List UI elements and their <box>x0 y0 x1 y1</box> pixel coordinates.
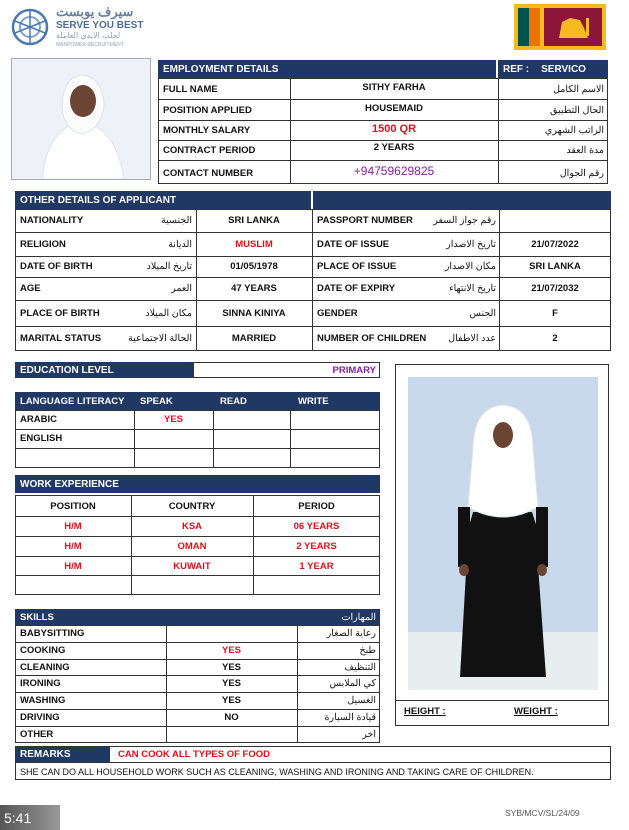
work-period: 06 YEARS <box>293 520 340 532</box>
other-right-ar: رقم جواز السفر <box>433 215 496 226</box>
language-header-write: WRITE <box>298 395 329 407</box>
monthly-salary-label: MONTHLY SALARY <box>163 125 251 136</box>
ref-label: REF : <box>503 63 530 75</box>
other-right-value: 2 <box>552 333 558 344</box>
language-write <box>290 448 380 467</box>
work-experience-title: WORK EXPERIENCE <box>20 478 119 490</box>
full-name-value: SITHY FARHA <box>362 81 426 93</box>
contract-period-ar: مدة العقد <box>566 145 604 156</box>
employment-title: EMPLOYMENT DETAILS <box>163 63 279 75</box>
weight-label: WEIGHT : <box>514 705 558 717</box>
language-read <box>213 410 290 429</box>
skill-name: IRONING <box>20 678 61 689</box>
other-left-value: 01/05/1978 <box>230 261 278 272</box>
logo-arabic-sub: لجلب الايدي العاملة <box>56 31 121 40</box>
skills-title: SKILLS <box>20 611 54 623</box>
work-period: 1 YEAR <box>299 560 334 572</box>
skills-title-ar: المهارات <box>341 611 376 623</box>
other-left-label: NATIONALITY <box>20 215 84 226</box>
other-left-ar: تاريخ الميلاد <box>146 261 192 272</box>
other-left-label: MARITAL STATUS <box>20 333 102 344</box>
skill-name: CLEANING <box>20 662 70 673</box>
other-left-ar: العمر <box>171 283 192 294</box>
skill-ar: اخر <box>362 729 376 740</box>
skill-ar: طبخ <box>359 645 376 656</box>
other-right-ar: الجنس <box>469 307 496 319</box>
work-header-period: PERIOD <box>298 500 335 512</box>
other-left-value: SINNA KINIYA <box>222 307 286 319</box>
work-position: H/M <box>64 560 82 572</box>
other-right-label: DATE OF ISSUE <box>317 238 390 250</box>
other-right-ar: تاريخ الاصدار <box>446 238 496 250</box>
language-name: ARABIC <box>20 414 57 425</box>
education-header <box>15 362 193 378</box>
skill-name: BABYSITTING <box>20 628 85 639</box>
other-left-label: PLACE OF BIRTH <box>20 307 100 319</box>
other-left-label: DATE OF BIRTH <box>20 261 93 272</box>
applicant-portrait <box>11 58 151 180</box>
language-header-speak: SPEAK <box>140 395 173 407</box>
work-experience-header <box>15 475 380 493</box>
remarks-highlight: CAN COOK ALL TYPES OF FOOD <box>118 748 271 760</box>
contact-number-ar: رقم الجوال <box>559 167 604 179</box>
other-left-label: AGE <box>20 283 41 294</box>
height-label: HEIGHT : <box>404 705 446 717</box>
skill-ar: قيادة السيارة <box>324 712 376 723</box>
contact-number-label: CONTACT NUMBER <box>163 167 254 179</box>
skill-value: YES <box>221 662 241 673</box>
logo-arabic: سيرف يوبست <box>56 4 134 19</box>
contract-period-label: CONTRACT PERIOD <box>163 145 256 156</box>
remarks-title: REMARKS <box>20 748 71 760</box>
other-left-value: SRI LANKA <box>228 215 280 226</box>
sri-lanka-flag-icon <box>514 4 606 50</box>
other-right-label: PASSPORT NUMBER <box>317 215 413 226</box>
work-header-country: COUNTRY <box>168 500 216 512</box>
other-left-ar: الديانة <box>168 238 192 250</box>
skill-ar: رعاية الصغار <box>326 628 376 639</box>
skill-ar: التنظيف <box>344 662 376 673</box>
work-header-position: POSITION <box>50 500 96 512</box>
work-position <box>15 575 131 595</box>
other-right-label: PLACE OF ISSUE <box>317 261 397 272</box>
contract-period-value: 2 YEARS <box>373 141 415 153</box>
skill-ar: الغسيل <box>347 695 376 706</box>
remarks-text: SHE CAN DO ALL HOUSEHOLD WORK SUCH AS CLEANING, WASHING AND IRONING AND TAKING CARE OF CHILDREN. <box>20 766 534 777</box>
language-speak: YES <box>163 414 183 425</box>
other-right-ar: تاريخ الانتهاء <box>449 283 496 294</box>
work-period <box>253 575 380 595</box>
logo-sub: MANPOWER RECRUITMENT <box>56 42 124 48</box>
footer-code: SYB/MCV/SL/24/09 <box>505 808 580 818</box>
other-right-value: F <box>552 307 558 319</box>
other-right-value: 21/07/2022 <box>531 238 579 250</box>
other-right-label: DATE OF EXPIRY <box>317 283 396 294</box>
work-position: H/M <box>64 520 82 532</box>
company-logo <box>8 4 148 50</box>
language-name: ENGLISH <box>20 433 63 444</box>
other-right-ar: عدد الاطفال <box>448 333 496 344</box>
contact-number-value: +94759629825 <box>353 164 435 178</box>
language-write <box>290 429 380 448</box>
skill-value: NO <box>224 712 239 723</box>
skill-name: OTHER <box>20 729 54 740</box>
skill-name: COOKING <box>20 645 66 656</box>
other-left-ar: الحالة الاجتماعية <box>128 333 192 344</box>
skill-value: YES <box>221 645 241 656</box>
education-title: EDUCATION LEVEL <box>20 364 114 376</box>
work-country: KSA <box>181 520 203 532</box>
full-body-photo <box>408 377 598 690</box>
other-left-ar: مكان الميلاد <box>145 307 192 319</box>
position-applied-label: POSITION APPLIED <box>163 104 252 116</box>
other-left-label: RELIGION <box>20 238 66 250</box>
full-name-ar: الاسم الكامل <box>553 83 604 95</box>
language-write <box>290 410 380 429</box>
other-right-label: NUMBER OF CHILDREN <box>317 333 427 344</box>
world-network-logo-icon <box>10 7 50 47</box>
work-period: 2 YEARS <box>296 540 337 552</box>
language-speak <box>134 429 213 448</box>
logo-english: SERVE YOU BEST <box>56 20 144 31</box>
other-right-value: 21/07/2032 <box>531 283 579 294</box>
work-position: H/M <box>64 540 82 552</box>
education-value: PRIMARY <box>332 364 376 376</box>
language-header-literacy: LANGUAGE LITERACY <box>20 395 125 407</box>
skill-value: YES <box>221 678 241 689</box>
position-applied-value: HOUSEMAID <box>364 102 424 114</box>
other-right-value: SRI LANKA <box>529 261 581 272</box>
work-country: KUWAIT <box>173 560 211 572</box>
other-left-ar: الجنسية <box>161 215 192 226</box>
other-details-header <box>15 191 311 209</box>
skill-name: WASHING <box>20 695 66 706</box>
skill-value: YES <box>221 695 241 706</box>
language-read <box>213 429 290 448</box>
ref-value: SERVICO <box>541 63 586 75</box>
skill-ar: كي الملابس <box>329 678 376 689</box>
other-right-ar: مكان الاصدار <box>444 261 496 272</box>
monthly-salary-value: 1500 QR <box>371 123 417 135</box>
skill-name: DRIVING <box>20 712 60 723</box>
work-country: OMAN <box>177 540 207 552</box>
other-details-title: OTHER DETAILS OF APPLICANT <box>20 194 177 206</box>
monthly-salary-ar: الراتب الشهري <box>544 125 604 136</box>
other-right-label: GENDER <box>317 307 358 319</box>
skill-value <box>166 726 297 743</box>
other-details-header-right <box>313 191 611 209</box>
full-name-label: FULL NAME <box>163 83 218 95</box>
skill-value <box>166 625 297 642</box>
language-read <box>213 448 290 467</box>
ref-header <box>498 60 608 78</box>
position-applied-ar: الحال التطبيق <box>550 104 604 116</box>
other-left-value: 47 YEARS <box>231 283 277 294</box>
time-display: 5:41 <box>0 805 60 830</box>
employment-details-header <box>158 60 496 78</box>
other-right-value <box>499 209 611 232</box>
language-speak <box>134 448 213 467</box>
work-country <box>131 575 253 595</box>
language-header-read: READ <box>220 395 247 407</box>
other-left-value: MARRIED <box>231 333 277 344</box>
other-left-value: MUSLIM <box>235 238 273 250</box>
